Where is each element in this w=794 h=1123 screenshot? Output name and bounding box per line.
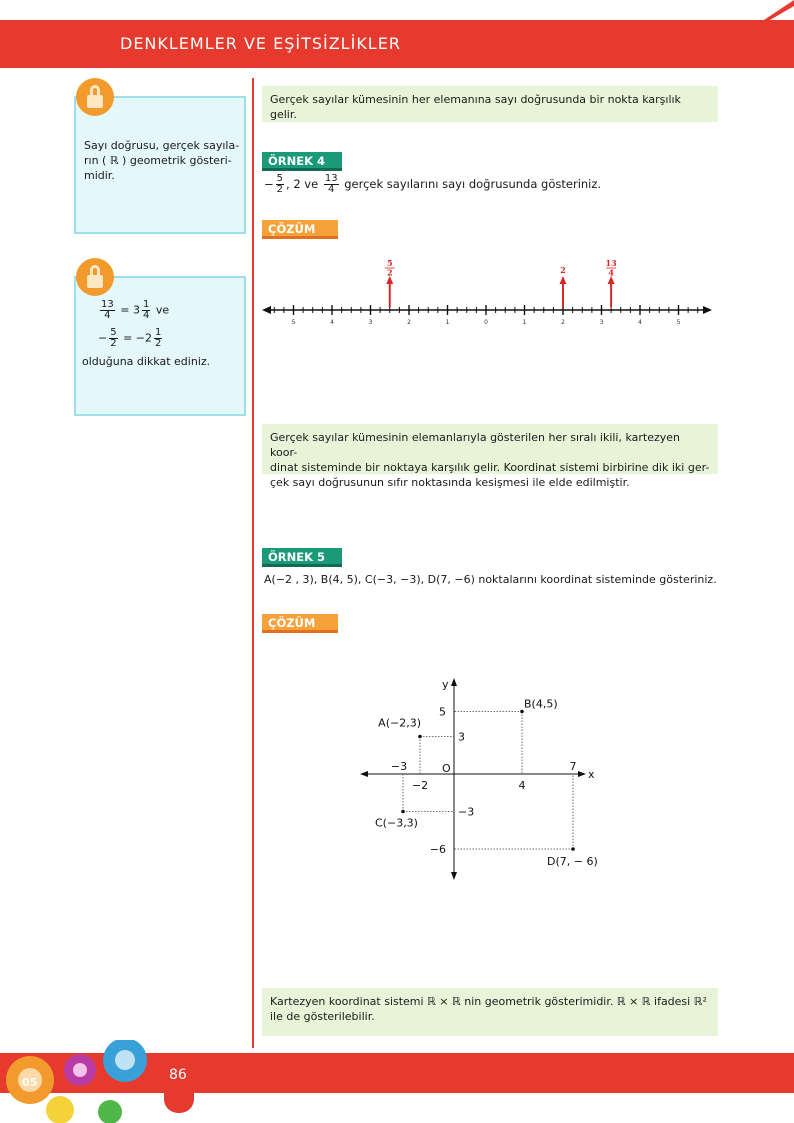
origin-label: O xyxy=(442,762,451,775)
side-note-2-line2: − $\frac{5}{2}$ = −2 $\frac{1}{2}$ xyxy=(98,327,162,349)
y-tick-label: 3 xyxy=(458,730,465,744)
example-4-question: − $\frac{5}{2}$ , 2 ve $\frac{13}{4}$ gerçek sayılarını sayı doğrusunda gösteriniz. xyxy=(264,173,602,195)
point-A xyxy=(418,735,422,739)
info-box-3-line1: Kartezyen koordinat sistemi ℝ × ℝ nin geometrik gösterimidir. ℝ × ℝ ifadesi ℝ² xyxy=(270,995,707,1008)
page-number-tab xyxy=(164,1053,194,1113)
number-line-marker-den: 4 xyxy=(608,267,614,278)
coordinate-system xyxy=(350,670,610,890)
number-line-tick-label: 0 xyxy=(484,319,488,326)
page-number: 86 xyxy=(169,1067,187,1083)
x-axis-arrow xyxy=(578,771,586,777)
number-line-marker-arrow xyxy=(560,276,567,284)
y-tick-label: −6 xyxy=(429,843,446,856)
number-line-tick-label: 4 xyxy=(638,319,642,326)
point-C-label: C(−3,3) xyxy=(375,816,418,830)
y-axis-arrow xyxy=(451,678,457,686)
number-line-tick-label: 1 xyxy=(522,319,527,326)
point-C xyxy=(401,810,405,814)
number-line-tick-label: 3 xyxy=(599,319,604,326)
number-line-marker-label: 2 xyxy=(560,265,566,275)
x-tick-label: 4 xyxy=(518,779,526,792)
info-box-2 xyxy=(262,424,718,489)
y-axis-label: y xyxy=(442,678,449,691)
number-line-tick-label: 4 xyxy=(330,319,334,326)
lock-icon xyxy=(76,78,114,116)
number-line-marker-num: 5 xyxy=(386,258,393,268)
x-axis-left-arrow xyxy=(360,771,368,777)
number-line-tick-label: 1 xyxy=(445,319,450,326)
side-note-2-line1: $\frac{13}{4}$ = 3 $\frac{1}{4}$ ve xyxy=(101,299,170,321)
side-note-1-line: midir. xyxy=(84,169,115,182)
point-D-label: D(7, − 6) xyxy=(547,855,598,868)
info-box-2-line: Gerçek sayılar kümesinin elemanlarıyla gösterilen her sıralı ikili, kartezyen koor- xyxy=(270,431,681,459)
x-axis-label: x xyxy=(588,768,595,781)
number-line-tick-label: 5 xyxy=(291,319,296,326)
side-note-1-line: rın ( ℝ ) geometrik gösteri- xyxy=(84,154,232,167)
x-tick-label: −2 xyxy=(411,779,429,792)
number-line xyxy=(262,250,712,330)
point-B-label: B(4,5) xyxy=(524,697,558,711)
side-note-2 xyxy=(74,276,246,416)
example-5-question: A(−2 , 3), B(4, 5), C(−3, −3), D(7, −6) noktalarını koordinat sisteminde gösteriniz. xyxy=(264,573,717,586)
point-A-label: A(−2,3) xyxy=(378,716,421,730)
x-tick-label: −3 xyxy=(390,760,408,773)
info-box-1: Gerçek sayılar kümesinin her elemanına sayı doğrusunda bir nokta karşılık gelir. xyxy=(262,86,718,122)
number-line-marker-den: 2 xyxy=(386,267,393,278)
example-4-label: ÖRNEK 4 xyxy=(262,152,342,171)
number-line-tick-label: 2 xyxy=(407,319,411,326)
y-tick-label: −3 xyxy=(458,805,475,819)
side-note-1 xyxy=(74,96,246,234)
side-note-2-line3: olduğuna dikkat ediniz. xyxy=(82,355,211,368)
point-D xyxy=(571,847,575,851)
solution-label-2: ÇÖZÜM xyxy=(262,614,338,633)
example-5-label: ÖRNEK 5 xyxy=(262,548,342,567)
number-line-tick-label: 2 xyxy=(561,319,565,326)
footer-badge: 05 xyxy=(22,1076,38,1089)
number-line-tick-label: 5 xyxy=(676,319,681,326)
info-box-3-line2: ile de gösterilebilir. xyxy=(270,1010,375,1023)
x-tick-label: 7 xyxy=(569,760,577,773)
page-title: DENKLEMLER VE EŞİTSİZLİKLER xyxy=(120,34,401,53)
number-line-tick-label: 3 xyxy=(368,319,373,326)
column-divider xyxy=(252,78,254,1048)
lock-icon xyxy=(76,258,114,296)
info-box-2-line: dinat sisteminde bir noktaya karşılık gelir. Koordinat sistemi birbirine dik iki ger- xyxy=(270,461,710,474)
y-axis-bottom-arrow xyxy=(451,872,457,880)
solution-label-1: ÇÖZÜM xyxy=(262,220,338,239)
y-tick-label: 5 xyxy=(439,705,446,719)
number-line-left-arrow xyxy=(262,306,271,314)
number-line-right-arrow xyxy=(703,306,712,314)
number-line-marker-num: 13 xyxy=(605,258,617,268)
info-box-3 xyxy=(262,988,718,1036)
side-note-1-line: Sayı doğrusu, gerçek sayıla- xyxy=(84,139,240,152)
info-box-2-line: çek sayı doğrusunun sıfır noktasında kesişmesi ile elde edilmiştir. xyxy=(270,476,630,489)
header-corner-ribbon xyxy=(740,0,794,60)
side-note-1-text xyxy=(84,138,240,183)
